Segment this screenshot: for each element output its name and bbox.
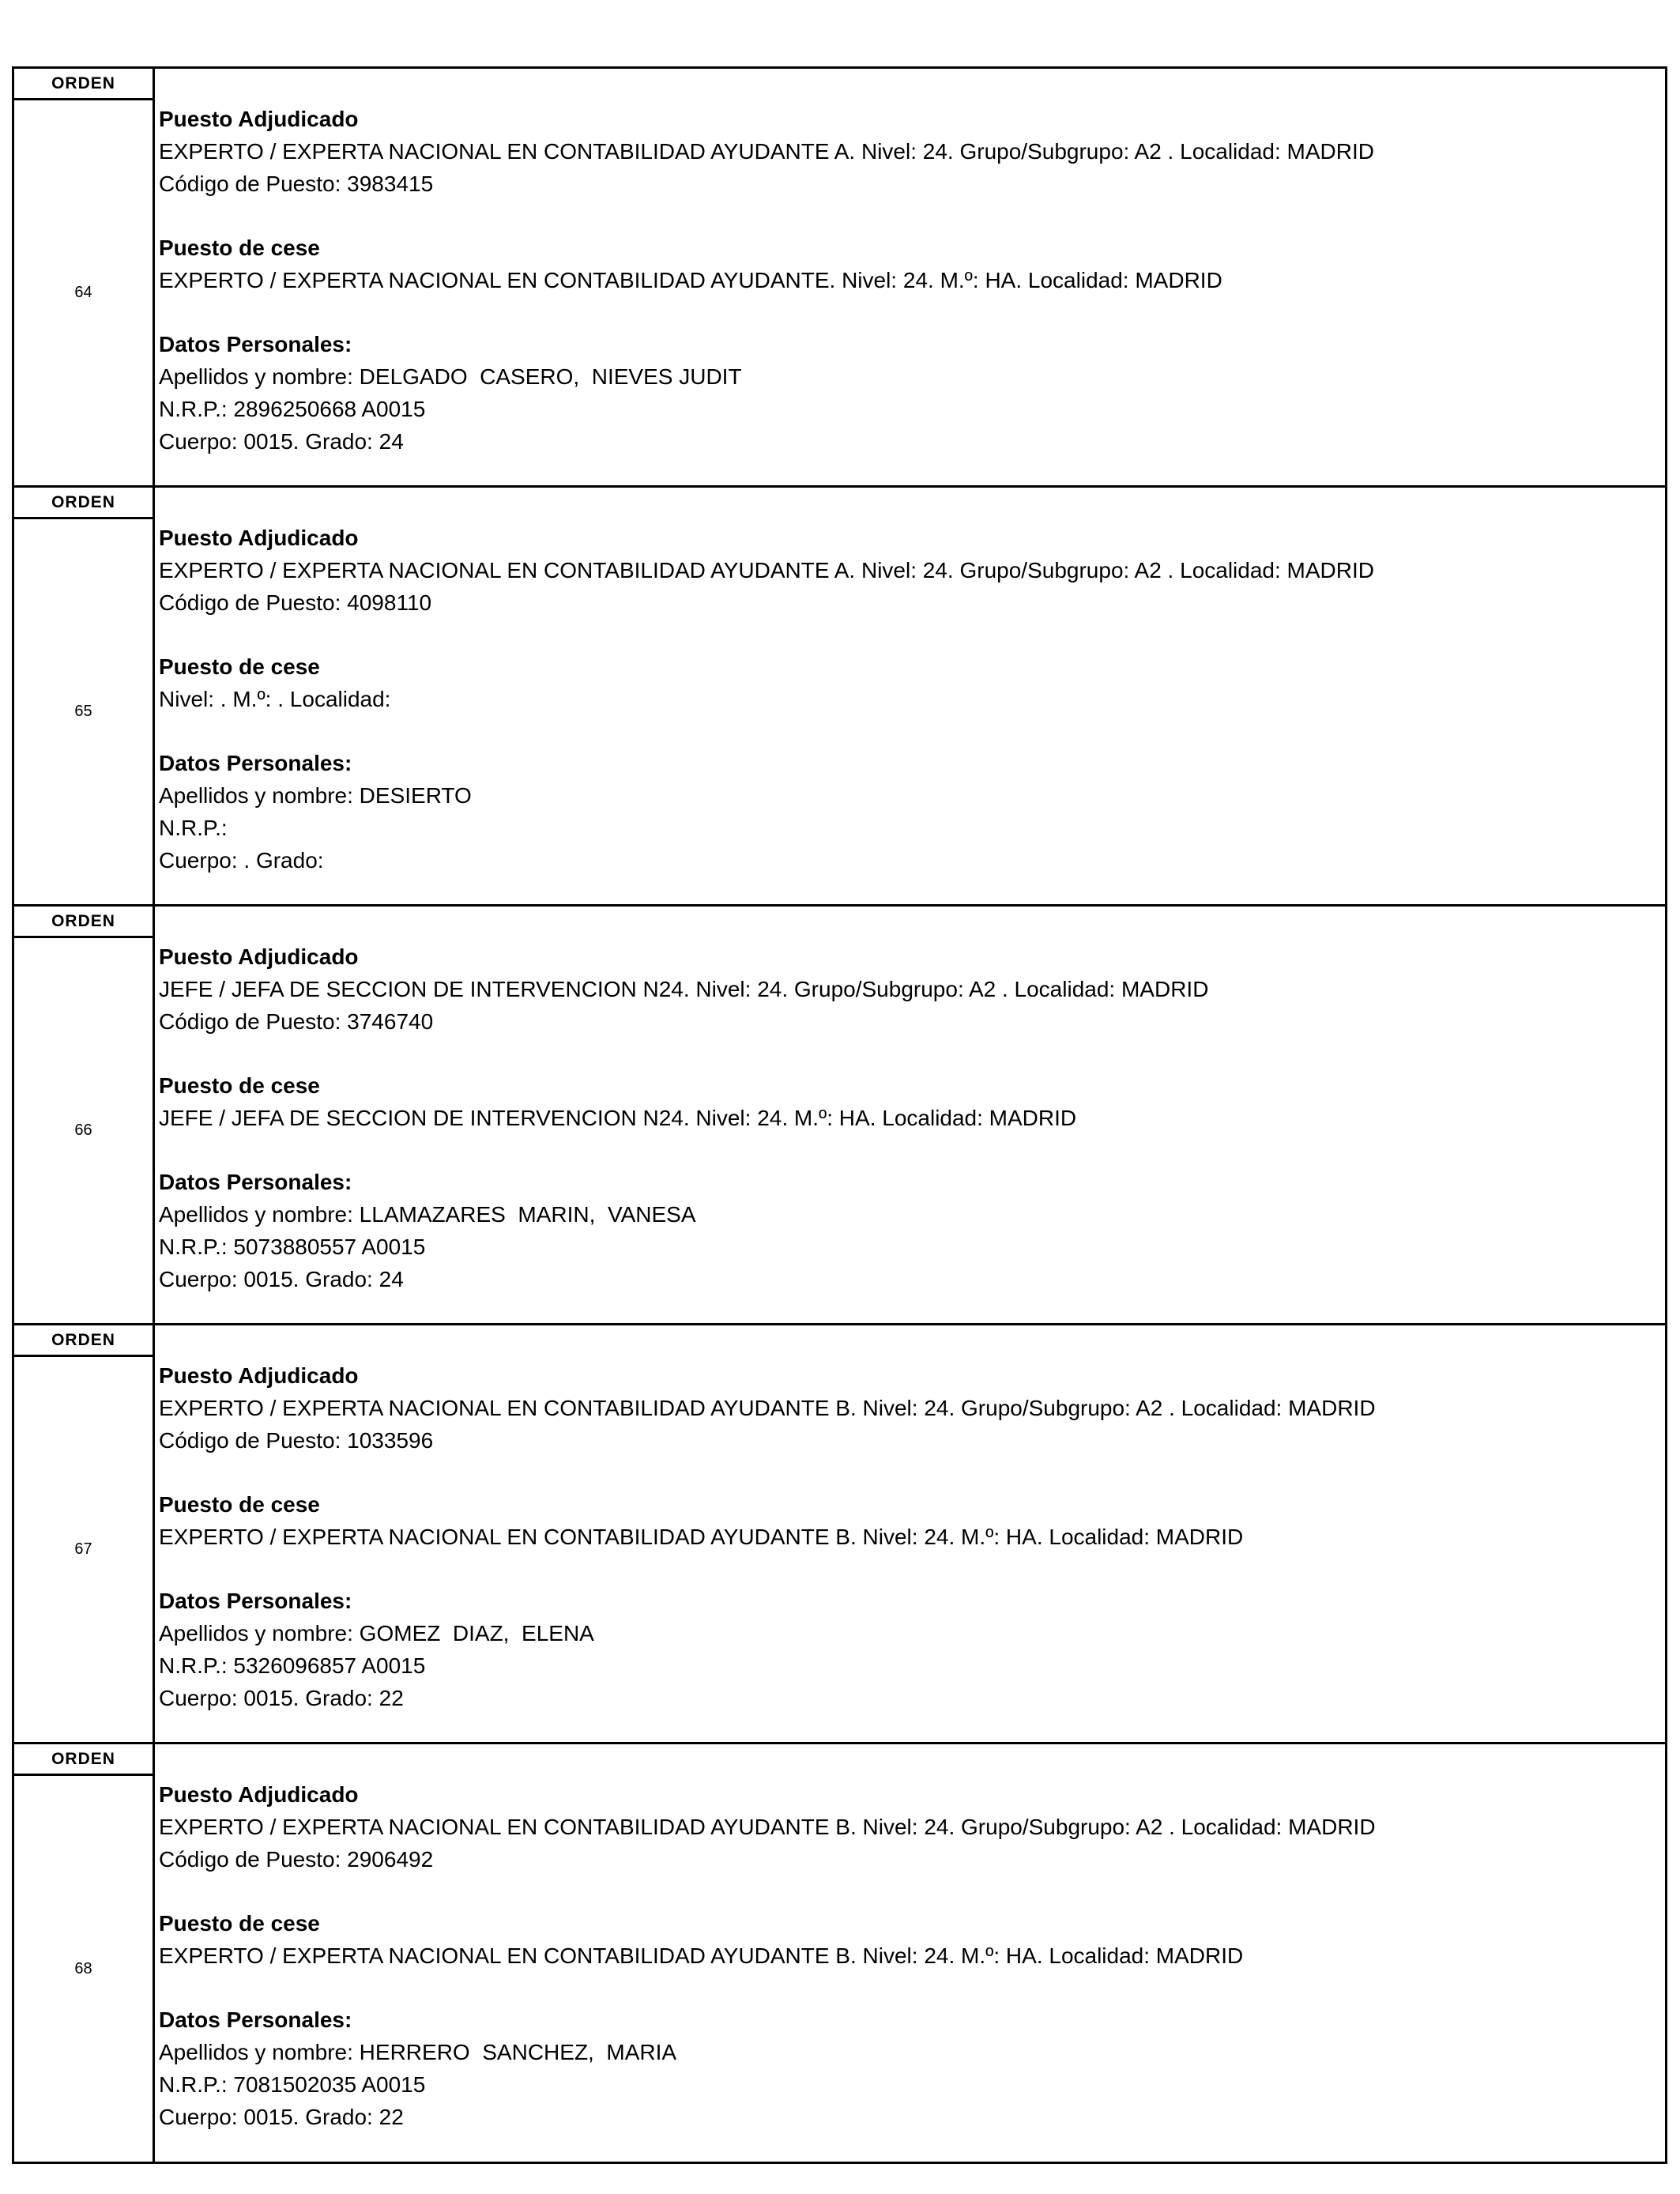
datos-personales-heading: Datos Personales: (159, 332, 352, 356)
appointments-table (12, 66, 1667, 2164)
nrp: N.R.P.: 7081502035 A0015 (159, 2072, 426, 2097)
codigo-puesto: Código de Puesto: 3746740 (159, 1009, 434, 1034)
puesto-adjudicado-heading: Puesto Adjudicado (159, 944, 359, 969)
datos-personales-heading: Datos Personales: (159, 1170, 352, 1194)
puesto-cese-heading: Puesto de cese (159, 1911, 320, 1936)
puesto-cese-text: JEFE / JEFA DE SECCION DE INTERVENCION N24. Nivel: 24. M.º: HA. Localidad: MADRID (159, 1106, 1077, 1130)
datos-personales-heading: Datos Personales: (159, 2007, 352, 2032)
entry-details (155, 1325, 1665, 1742)
entry-details (155, 69, 1665, 485)
entry-row (14, 1325, 1665, 1744)
puesto-adjudicado-text: EXPERTO / EXPERTA NACIONAL EN CONTABILIDAD AYUDANTE A. Nivel: 24. Grupo/Subgrupo: A2 . Localidad: MADRID (159, 139, 1374, 164)
codigo-puesto: Código de Puesto: 3983415 (159, 172, 434, 196)
puesto-cese-heading: Puesto de cese (159, 1492, 320, 1517)
codigo-puesto: Código de Puesto: 2906492 (159, 1847, 434, 1872)
entry-details (155, 1744, 1665, 2162)
puesto-adjudicado-text: JEFE / JEFA DE SECCION DE INTERVENCION N24. Nivel: 24. Grupo/Subgrupo: A2 . Localidad: MADRID (159, 977, 1209, 1001)
puesto-adjudicado-text: EXPERTO / EXPERTA NACIONAL EN CONTABILIDAD AYUDANTE A. Nivel: 24. Grupo/Subgrupo: A2 . Localidad: MADRID (159, 558, 1374, 582)
orden-column (14, 488, 155, 904)
nrp: N.R.P.: 5326096857 A0015 (159, 1653, 426, 1678)
puesto-cese-text: EXPERTO / EXPERTA NACIONAL EN CONTABILIDAD AYUDANTE. Nivel: 24. M.º: HA. Localidad: MADRID (159, 268, 1222, 292)
datos-personales-heading: Datos Personales: (159, 751, 352, 775)
apellidos-nombre: Apellidos y nombre: DELGADO CASERO, NIEVES JUDIT (159, 364, 742, 389)
nrp: N.R.P.: 2896250668 A0015 (159, 397, 426, 421)
puesto-adjudicado-heading: Puesto Adjudicado (159, 526, 359, 550)
entry-row (14, 488, 1665, 907)
datos-personales-heading: Datos Personales: (159, 1589, 352, 1613)
orden-header: ORDEN (14, 907, 153, 938)
codigo-puesto: Código de Puesto: 4098110 (159, 590, 432, 615)
apellidos-nombre: Apellidos y nombre: DESIERTO (159, 783, 472, 808)
nrp: N.R.P.: 5073880557 A0015 (159, 1235, 426, 1259)
orden-number: 67 (74, 1540, 92, 1558)
puesto-cese-text: EXPERTO / EXPERTA NACIONAL EN CONTABILIDAD AYUDANTE B. Nivel: 24. M.º: HA. Localidad: MADRID (159, 1525, 1244, 1549)
codigo-puesto: Código de Puesto: 1033596 (159, 1428, 434, 1453)
orden-number: 65 (74, 703, 92, 720)
orden-column (14, 1744, 155, 2162)
puesto-cese-heading: Puesto de cese (159, 1073, 320, 1098)
cuerpo-grado: Cuerpo: 0015. Grado: 22 (159, 2105, 404, 2129)
apellidos-nombre: Apellidos y nombre: HERRERO SANCHEZ, MARIA (159, 2040, 677, 2064)
entry-row (14, 69, 1665, 488)
orden-column (14, 1325, 155, 1742)
cuerpo-grado: Cuerpo: . Grado: (159, 848, 324, 873)
cuerpo-grado: Cuerpo: 0015. Grado: 22 (159, 1686, 404, 1710)
puesto-cese-heading: Puesto de cese (159, 654, 320, 679)
entry-details (155, 488, 1665, 904)
orden-header: ORDEN (14, 488, 153, 519)
entry-row (14, 1744, 1665, 2162)
entry-row (14, 907, 1665, 1325)
orden-column (14, 907, 155, 1323)
orden-column (14, 69, 155, 485)
orden-number: 66 (74, 1122, 92, 1139)
orden-header: ORDEN (14, 1325, 153, 1357)
orden-header: ORDEN (14, 1744, 153, 1776)
orden-number: 64 (74, 284, 92, 301)
cuerpo-grado: Cuerpo: 0015. Grado: 24 (159, 429, 404, 454)
puesto-adjudicado-heading: Puesto Adjudicado (159, 1782, 359, 1807)
apellidos-nombre: Apellidos y nombre: LLAMAZARES MARIN, VANESA (159, 1202, 696, 1227)
puesto-cese-text: Nivel: . M.º: . Localidad: (159, 687, 391, 711)
puesto-adjudicado-heading: Puesto Adjudicado (159, 107, 359, 131)
puesto-cese-text: EXPERTO / EXPERTA NACIONAL EN CONTABILIDAD AYUDANTE B. Nivel: 24. M.º: HA. Localidad: MADRID (159, 1943, 1244, 1968)
orden-header: ORDEN (14, 69, 153, 100)
puesto-adjudicado-text: EXPERTO / EXPERTA NACIONAL EN CONTABILIDAD AYUDANTE B. Nivel: 24. Grupo/Subgrupo: A2 . Localidad: MADRID (159, 1815, 1376, 1839)
apellidos-nombre: Apellidos y nombre: GOMEZ DIAZ, ELENA (159, 1621, 594, 1646)
puesto-adjudicado-heading: Puesto Adjudicado (159, 1363, 359, 1388)
orden-number: 68 (74, 1959, 92, 1977)
nrp: N.R.P.: (159, 816, 228, 840)
cuerpo-grado: Cuerpo: 0015. Grado: 24 (159, 1267, 404, 1291)
entry-details (155, 907, 1665, 1323)
puesto-cese-heading: Puesto de cese (159, 236, 320, 260)
puesto-adjudicado-text: EXPERTO / EXPERTA NACIONAL EN CONTABILIDAD AYUDANTE B. Nivel: 24. Grupo/Subgrupo: A2 . Localidad: MADRID (159, 1396, 1376, 1420)
